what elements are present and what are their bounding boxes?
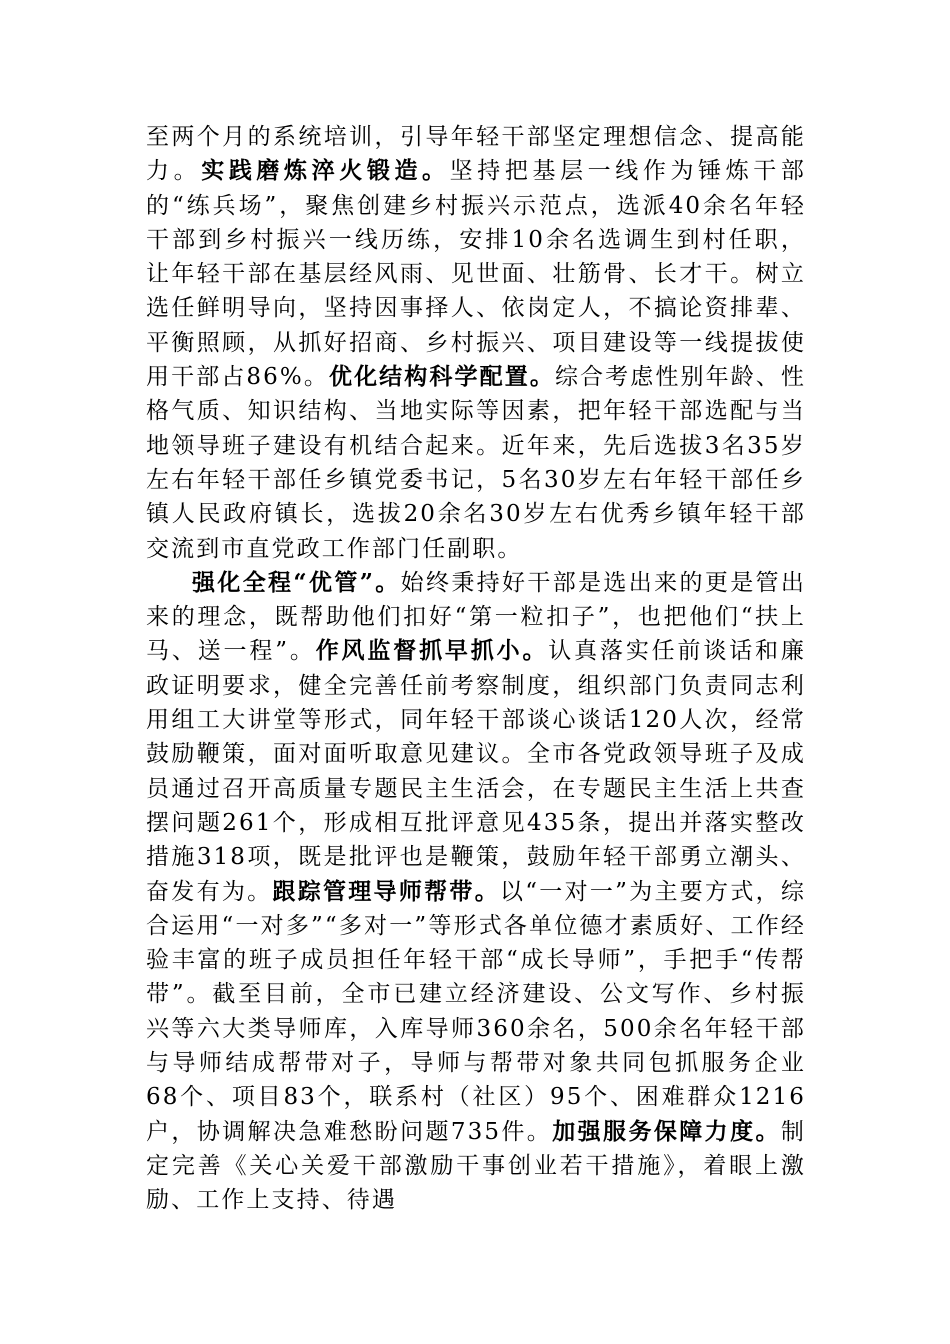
text-segment: 坚持把基层一线作为锤炼干部的“练兵场”，聚焦创建乡村振兴示范点，选派40余名年轻干部到乡村振兴一线历练，安排10余名选调生到村任职，让年轻干部在基层经风雨、见世面、壮筋骨、长才干。树立选任鲜明导向，坚持因事择人、依岗定人，不搞论资排辈、平衡照顾，从抓好招商、乡村振兴、项目建设等一线提拔使用干部占86%。 xyxy=(146,158,806,391)
bold-heading-support: 加强服务保障力度。 xyxy=(552,1117,781,1145)
bold-heading-mentoring: 跟踪管理导师帮带。 xyxy=(272,877,500,905)
document-page xyxy=(146,120,806,1218)
bold-heading-practice: 实践磨炼淬火锻造。 xyxy=(201,157,450,185)
bold-heading-supervision: 作风监督抓早抓小。 xyxy=(315,637,549,665)
bold-heading-structure: 优化结构科学配置。 xyxy=(328,363,555,391)
paragraph-1 xyxy=(146,120,806,566)
text-segment: 综合考虑性别年龄、性格气质、知识结构、当地实际等因素，把年轻干部选配与当地领导班子建设有机结合起来。近年来，先后选拔3名35岁左右年轻干部任乡镇党委书记，5名30岁左右年轻干部任乡镇人民政府镇长，选拔20余名30岁左右优秀乡镇年轻干部交流到市直党政工作部门任副职。 xyxy=(146,364,807,562)
paragraph-2 xyxy=(146,566,806,1218)
text-segment: 认真落实任前谈话和廉政证明要求，健全完善任前考察制度，组织部门负责同志利用组工大讲堂等形式，同年轻干部谈心谈话120人次，经常鼓励鞭策，面对面听取意见建议。全市各党政领导班子及成员通过召开高质量专题民主生活会，在专题民主生活上共查摆问题261个，形成相互批评意见435条，提出并落实整改措施318项，既是批评也是鞭策，鼓励年轻干部勇立潮头、奋发有为。 xyxy=(146,638,807,905)
text-segment: 至两个月的系统培训，引导年轻干部坚定理想信念、提高能力。 xyxy=(146,124,806,185)
text-segment: 制定完善《关心关爱干部激励干事创业若干措施》，着眼上激励、工作上支持、待遇 xyxy=(146,1118,806,1214)
text-segment: 以“一对一”为主要方式，综合运用“一对多”“多对一”等形式各单位德才素质好、工作经验丰富的班子成员担任年轻干部“成长导师”，手把手“传帮带”。截至目前，全市已建立经济建设、公文写作、乡村振兴等六大类导师库，入库导师360余名，500余名年轻干部与导师结成帮带对子，导师与帮带对象共同包抓服务企业68个、项目83个，联系村（社区）95个、困难群众1216户，协调解决急难愁盼问题735件。 xyxy=(146,878,807,1145)
text-segment: 始终秉持好干部是选出来的更是管出来的理念，既帮助他们扣好“第一粒扣子”，也把他们“扶上马、送一程”。 xyxy=(146,569,806,665)
bold-heading-management: 强化全程“优管”。 xyxy=(192,568,401,596)
